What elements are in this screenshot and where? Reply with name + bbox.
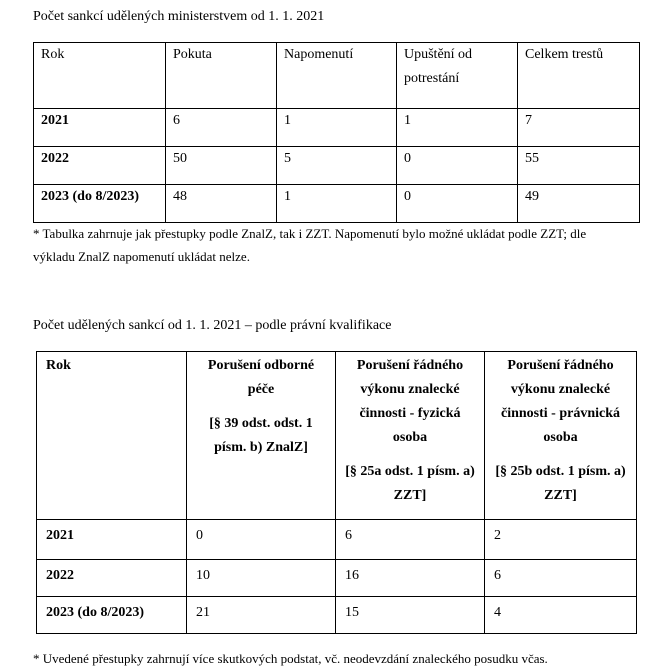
table-cell: 49 xyxy=(518,185,640,223)
table-cell: 7 xyxy=(518,109,640,147)
table-cell: 50 xyxy=(166,147,277,185)
table-header-row xyxy=(37,352,637,520)
table2-caption: Počet udělených sankcí od 1. 1. 2021 – podle právní kvalifikace xyxy=(33,318,392,333)
table-row xyxy=(37,520,637,560)
table2-footnote: * Uvedené přestupky zahrnují více skutkových podstat, vč. neodevzdání znaleckého posudku včas. xyxy=(33,651,548,666)
header-cell xyxy=(336,352,485,520)
header-title: Porušení řádného výkonu znalecké činnosti - fyzická osoba xyxy=(356,358,464,445)
header-title: Porušení odborné péče xyxy=(207,358,315,397)
table-cell: 0 xyxy=(397,147,518,185)
table-row xyxy=(34,147,640,185)
header-cell: Rok xyxy=(34,43,166,109)
sanctions-table xyxy=(33,42,640,223)
year-cell: 2023 (do 8/2023) xyxy=(34,185,166,223)
table-cell: 1 xyxy=(397,109,518,147)
header-cell: Napomenutí xyxy=(277,43,397,109)
header-cell: Celkem trestů xyxy=(518,43,640,109)
year-cell: 2021 xyxy=(34,109,166,147)
table1-footnote: * Tabulka zahrnuje jak přestupky podle ZnalZ, tak i ZZT. Napomenutí bylo možné ukládat podle ZZT; dle výkladu ZnalZ napomenutí ukládat nelze. xyxy=(33,226,587,264)
year-cell: 2021 xyxy=(37,520,187,560)
header-citation: [§ 39 odst. odst. 1 písm. b) ZnalZ] xyxy=(209,416,313,455)
table-cell: 6 xyxy=(166,109,277,147)
header-cell: Upuštění od potrestání xyxy=(397,43,518,109)
table-row xyxy=(37,597,637,634)
table-cell: 4 xyxy=(485,597,637,634)
year-cell: 2023 (do 8/2023) xyxy=(37,597,187,634)
table-header-row xyxy=(34,43,640,109)
table-cell: 6 xyxy=(336,520,485,560)
table-cell: 1 xyxy=(277,185,397,223)
table-cell: 16 xyxy=(336,560,485,597)
table-cell: 6 xyxy=(485,560,637,597)
table-cell: 21 xyxy=(187,597,336,634)
table-cell: 5 xyxy=(277,147,397,185)
table-cell: 55 xyxy=(518,147,640,185)
header-title: Rok xyxy=(46,358,71,373)
table-cell: 15 xyxy=(336,597,485,634)
table1-caption: Počet sankcí udělených ministerstvem od 1. 1. 2021 xyxy=(33,9,325,24)
legal-qualification-table xyxy=(36,351,637,634)
table-row xyxy=(37,560,637,597)
header-citation: [§ 25a odst. 1 písm. a) ZZT] xyxy=(345,464,475,503)
header-citation: [§ 25b odst. 1 písm. a) ZZT] xyxy=(495,464,626,503)
table-cell: 10 xyxy=(187,560,336,597)
year-cell: 2022 xyxy=(37,560,187,597)
table-row xyxy=(34,185,640,223)
table-cell: 0 xyxy=(187,520,336,560)
header-cell xyxy=(187,352,336,520)
header-title: Porušení řádného výkonu znalecké činnosti - právnická osoba xyxy=(500,358,620,445)
table-cell: 0 xyxy=(397,185,518,223)
table-cell: 2 xyxy=(485,520,637,560)
header-cell xyxy=(485,352,637,520)
header-cell xyxy=(37,352,187,520)
table-row xyxy=(34,109,640,147)
table-cell: 48 xyxy=(166,185,277,223)
header-cell: Pokuta xyxy=(166,43,277,109)
year-cell: 2022 xyxy=(34,147,166,185)
table-cell: 1 xyxy=(277,109,397,147)
